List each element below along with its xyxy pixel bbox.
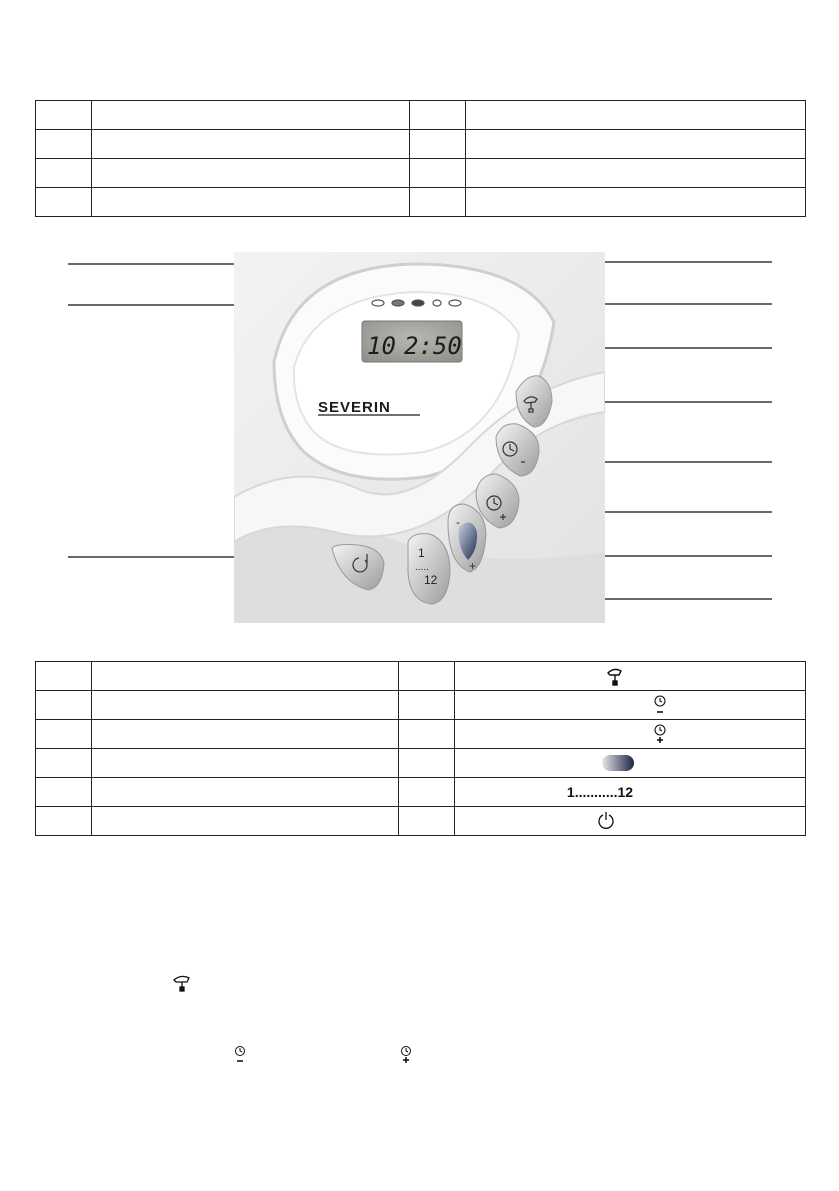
crust-dial-icon: [601, 753, 635, 773]
crust-plus-label: +: [469, 559, 477, 573]
table-row: [36, 130, 806, 159]
table-row: [36, 807, 806, 836]
bread-lift-icon: [170, 972, 194, 994]
lcd-time: 2:50: [404, 332, 462, 360]
timer-minus-icon: [652, 694, 668, 716]
table-row: [36, 778, 806, 807]
program-sequence-label: 1...........12: [566, 784, 634, 800]
table-row: [36, 720, 806, 749]
brand-logo: SEVERIN: [318, 399, 391, 416]
timer-minus-icon: [233, 1045, 247, 1065]
table-row: [36, 691, 806, 720]
table-row: [36, 188, 806, 217]
bread-lift-icon: [604, 665, 626, 687]
table-row: [36, 159, 806, 188]
parts-table-top: [35, 100, 806, 217]
power-icon: [595, 810, 617, 832]
timer-plus-icon: [652, 723, 668, 745]
crust-minus-label: -: [456, 515, 460, 529]
controls-table: [35, 661, 806, 836]
table-row: [36, 662, 806, 691]
table-row: [36, 101, 806, 130]
table-row: [36, 749, 806, 778]
control-panel-photo: [234, 252, 605, 623]
program-start-label: 1: [418, 546, 425, 560]
program-end-label: 12: [424, 573, 438, 587]
lcd-display: [362, 321, 462, 362]
program-dots: .....: [415, 562, 429, 573]
lcd-program-number: 10: [367, 332, 396, 360]
timer-plus-icon: [399, 1045, 413, 1065]
